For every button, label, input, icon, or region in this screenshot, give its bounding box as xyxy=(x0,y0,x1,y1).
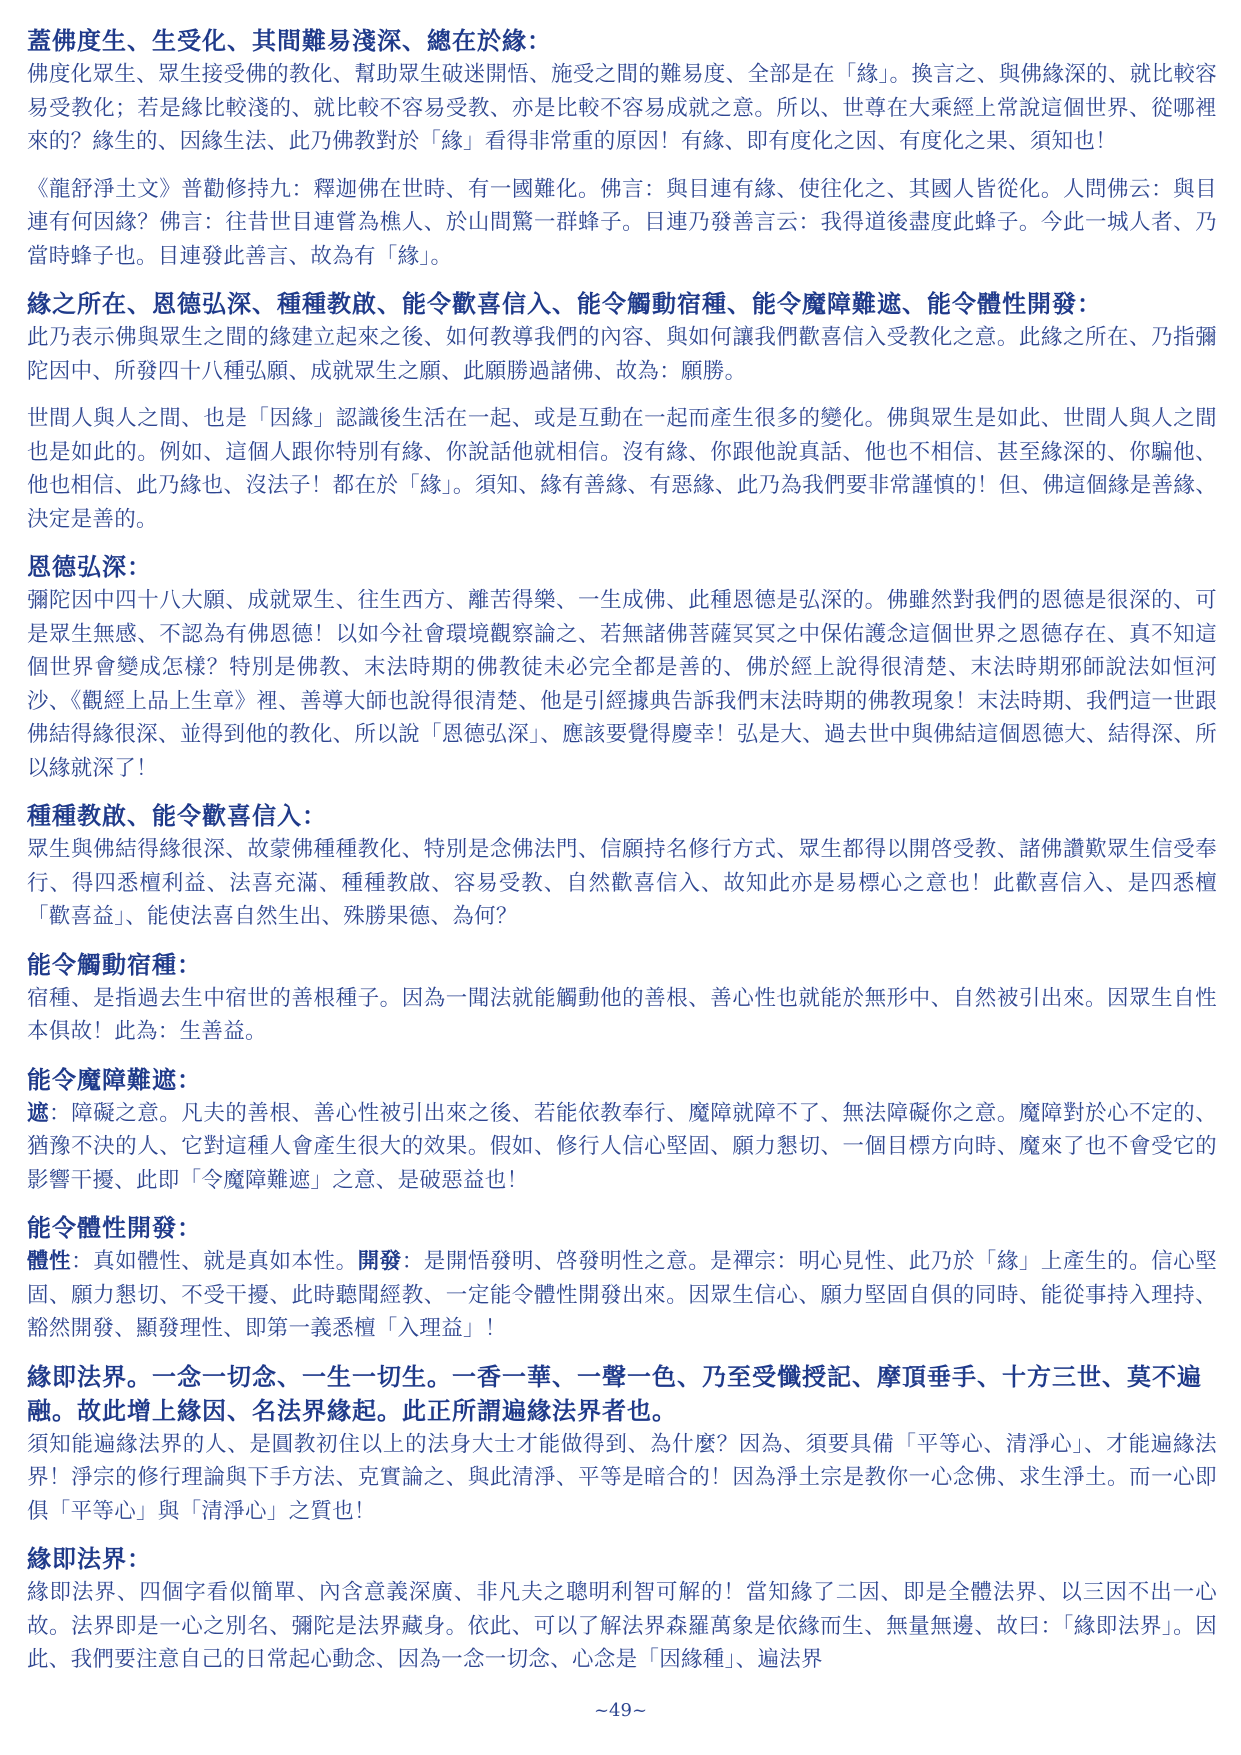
paragraph: 《龍舒淨土文》普勸修持九：釋迦佛在世時、有一國難化。佛言：與目連有緣、使往化之、其國人皆從化。人問佛云：與目連有何因緣？佛言：往昔世目連嘗為樵人、於山間驚一群蜂子。目連乃發善言云：我得道後盡度此蜂子。今此一城人者、乃當時蜂子也。目連發此善言、故為有「緣」。 xyxy=(27,176,1217,269)
paragraph: 此乃表示佛與眾生之間的緣建立起來之後、如何教導我們的內容、與如何讓我們歡喜信入受教化之意。此緣之所在、乃指彌陀因中、所發四十八種弘願、成就眾生之願、此願勝過諸佛、故為：願勝。 xyxy=(27,325,1217,384)
section-heading: 能令魔障難遮： xyxy=(27,1064,202,1094)
section-heading: 恩德弘深： xyxy=(27,552,152,581)
section-heading: 能令觸動宿種： xyxy=(27,949,202,979)
section-heading: 緣之所在、恩德弘深、種種教啟、能令歡喜信入、能令觸動宿種、能令魔障難遮、能令體性開發： xyxy=(27,289,1102,318)
document-body xyxy=(27,24,1217,1691)
paragraph: 宿種、是指過去生中宿世的善根種子。因為一聞法就能觸動他的善根、善心性也就能於無形中、自然被引出來。因眾生自性本俱故！此為：生善益。 xyxy=(27,985,1217,1044)
section-9 xyxy=(27,1542,1217,1677)
paragraph: 須知能遍緣法界的人、是圓教初住以上的法身大士才能做得到、為什麼？因為、須要具備「平等心、清淨心」、才能遍緣法界！淨宗的修行理論與下手方法、克實論之、與此清淨、平等是暗合的！因為淨土宗是教你一心念佛、求生淨土。而一心即俱「平等心」與「清淨心」之質也！ xyxy=(27,1431,1217,1524)
section-2 xyxy=(27,287,1217,536)
section-heading: 種種教啟、能令歡喜信入： xyxy=(27,801,327,830)
term-definition: ：真如體性、就是真如本性。 xyxy=(71,1249,358,1274)
section-heading: 緣即法界。一念一切念、一生一切生。一香一華、一聲一色、乃至受懺授記、摩頂垂手、十方三世、莫不遍融。故此增上緣因、名法界緣起。此正所謂遍緣法界者也。 xyxy=(27,1361,1202,1425)
section-3 xyxy=(27,550,1217,785)
section-4 xyxy=(27,799,1217,934)
section-7 xyxy=(27,1211,1217,1346)
paragraph: 佛度化眾生、眾生接受佛的教化、幫助眾生破迷開悟、施受之間的難易度、全部是在「緣」。換言之、與佛緣深的、就比較容易受教化；若是緣比較淺的、就比較不容易受教、亦是比較不容易成就之意。所以、世尊在大乘經上常說這個世界、從哪裡來的？緣生的、因緣生法、此乃佛教對於「緣」看得非常重的原因！有緣、即有度化之因、有度化之果、須知也！ xyxy=(27,62,1217,154)
term-bold: 開發 xyxy=(357,1249,402,1274)
section-heading: 緣即法界： xyxy=(27,1544,152,1573)
paragraph: 彌陀因中四十八大願、成就眾生、往生西方、離苦得樂、一生成佛、此種恩德是弘深的。佛雖然對我們的恩德是很深的、可是眾生無感、不認為有佛恩德！以如今社會環境觀察論之、若無諸佛菩薩冥冥之中保佑護念這個世界之恩德存在、真不知這個世界會變成怎樣？特別是佛教、末法時期的佛教徒未必完全都是善的、佛於經上說得很清楚、末法時期邪師說法如恒河沙、《觀經上品上生章》裡、善導大師也說得很清楚、他是引經據典告訴我們末法時期的佛教現象！末法時期、我們這一世跟佛結得緣很深、並得到他的教化、所以說「恩德弘深」、應該要覺得慶幸！弘是大、過去世中與佛結這個恩德大、結得深、所以緣就深了！ xyxy=(27,588,1217,781)
term-bold: 遮 xyxy=(27,1100,50,1126)
section-8 xyxy=(27,1360,1217,1529)
page-number: ~49~ xyxy=(593,1700,648,1721)
term-definition: ：是開悟發明、啓發明性之意。是禪宗：明心見性、此乃於「緣」上產生的。信心堅固、願力懇切、不受干擾、此時聽聞經教、一定能令體性開發出來。因眾生信心、願力堅固自俱的同時、能從事持入理持、豁然開發、顯發理性、即第一義悉檀「入理益」！ xyxy=(27,1249,1218,1341)
paragraph xyxy=(27,1097,1217,1198)
section-6 xyxy=(27,1063,1217,1198)
paragraph: 緣即法界、四個字看似簡單、內含意義深廣、非凡夫之聰明利智可解的！當知緣了二因、即是全體法界、以三因不出一心故。法界即是一心之別名、彌陀是法界藏身。依此、可以了解法界森羅萬象是依緣而生、無量無邊、故曰：「緣即法界」。因此、我們要注意自己的日常起心動念、因為一念一切念、心念是「因緣種」、遍法界 xyxy=(27,1580,1217,1672)
section-1 xyxy=(27,24,1217,273)
section-heading: 能令體性開發： xyxy=(27,1213,202,1242)
paragraph: 世間人與人之間、也是「因緣」認識後生活在一起、或是互動在一起而產生很多的變化。佛與眾生是如此、世間人與人之間也是如此的。例如、這個人跟你特別有緣、你說話他就相信。沒有緣、你跟他說真話、他也不相信、甚至緣深的、你騙他、他也相信、此乃緣也、沒法子！都在於「緣」。須知、緣有善緣、有惡緣、此乃為我們要非常謹慎的！但、佛這個緣是善緣、決定是善的。 xyxy=(27,406,1217,532)
section-heading: 蓋佛度生、生受化、其間難易淺深、總在於緣： xyxy=(27,26,552,55)
paragraph xyxy=(27,1245,1217,1346)
paragraph: 眾生與佛結得緣很深、故蒙佛種種教化、特別是念佛法門、信願持名修行方式、眾生都得以開啓受教、諸佛讚歎眾生信受奉行、得四悉檀利益、法喜充滿、種種教啟、容易受教、自然歡喜信入、故知此亦是易標心之意也！此歡喜信入、是四悉檀「歡喜益」、能使法喜自然生出、殊勝果德、為何？ xyxy=(27,837,1217,929)
term-bold: 體性 xyxy=(27,1249,72,1274)
section-5 xyxy=(27,948,1217,1049)
term-definition: ：障礙之意。凡夫的善根、善心性被引出來之後、若能依教奉行、魔障就障不了、無法障礙你之意。魔障對於心不定的、猶豫不決的人、它對這種人會產生很大的效果。假如、修行人信心堅固、願力懇切、一個目標方向時、魔來了也不會受它的影響干擾、此即「令魔障難遮」之意、是破惡益也！ xyxy=(27,1100,1217,1193)
